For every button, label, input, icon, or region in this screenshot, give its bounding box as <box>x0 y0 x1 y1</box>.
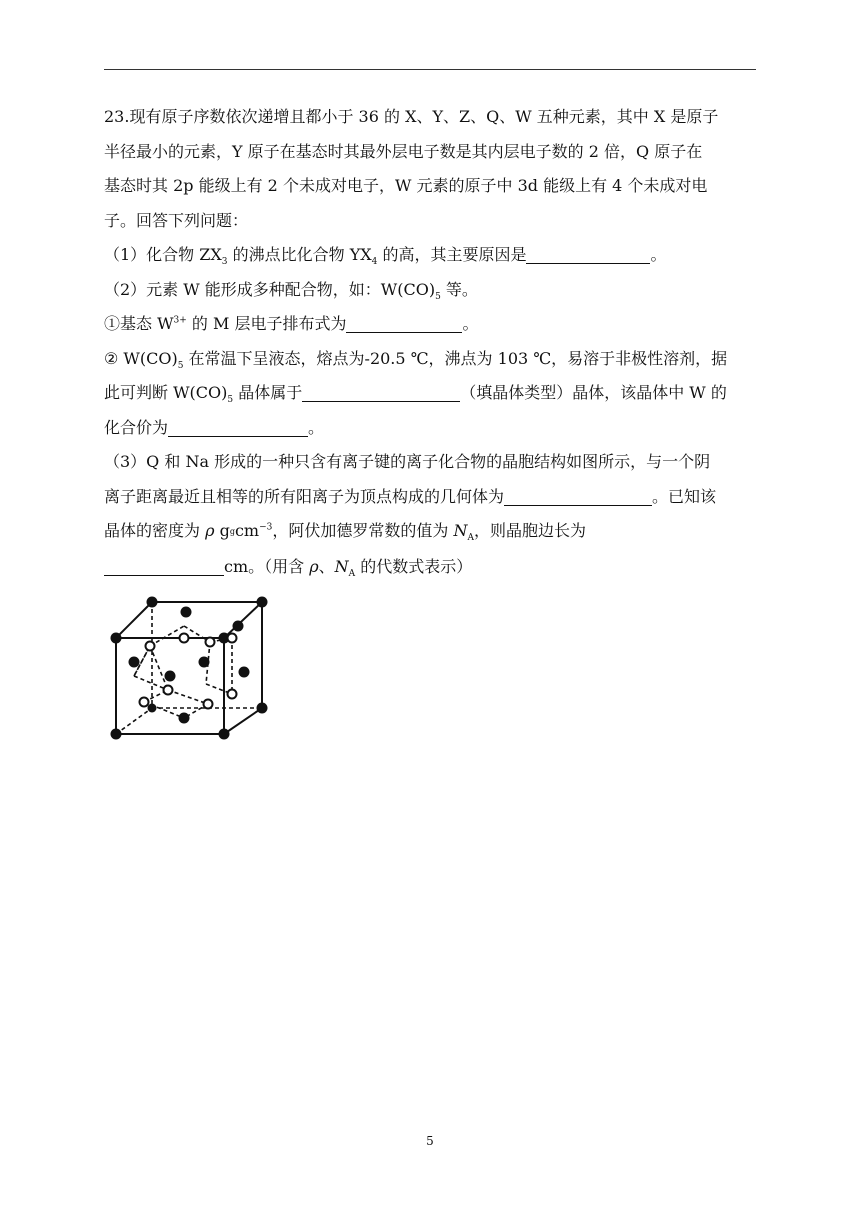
atom-filled <box>147 597 158 608</box>
part-2-2-line-1: ② $W(CO)_5$ 在常温下呈液态，熔点为-20.5 ℃，沸点为 103 ℃，易溶于非极性溶剂，据 <box>104 348 728 371</box>
answer-blank-2[interactable] <box>346 314 462 333</box>
atom-filled <box>219 729 230 740</box>
part-3-line-4: cm。（用含 ρ、$N_A$ 的代数式表示） <box>104 550 760 585</box>
atom-open <box>228 634 237 643</box>
part-2-2-line-3: 化合价为 。 <box>104 417 325 437</box>
bond-line-8 <box>134 676 168 690</box>
cell-hidden-edge-3 <box>116 708 152 734</box>
atom-filled <box>148 704 157 713</box>
part-3-line-1: （3）Q 和 Na 形成的一种只含有离子键的离子化合物的晶胞结构如图所示，与一个阴 <box>104 452 711 471</box>
page-number: 5 <box>426 1134 434 1148</box>
atom-filled <box>111 729 122 740</box>
part-2-1: ①基态 $W^{3+}$ 的 M 层电子排布式为 。 <box>104 314 479 333</box>
part-3-line-2: 离子距离最近且相等的所有阳离子为顶点构成的几何体为 。已知该 <box>104 486 717 506</box>
intro-line-2: 半径最小的元素，Y 原子在基态时其最外层电子数是其内层电子数的 2 倍，Q 原子在 <box>104 141 703 161</box>
part-2: （2）元素 W 能形成多种配合物，如：$W(CO)_5$ 等。 <box>104 279 478 302</box>
intro-line-1: 23.现有原子序数依次递增且都小于 36 的 X、Y、Z、Q、W 五种元素，其中 X 是原子 <box>104 107 719 126</box>
part-1: （1）化合物 $ZX_3$ 的沸点比化合物 $YX_4$ 的高，其主要原因是 。 <box>104 245 667 268</box>
atom-filled <box>111 633 122 644</box>
question-23 <box>104 100 760 584</box>
answer-blank-3[interactable] <box>302 383 460 402</box>
bond-line-6 <box>168 690 208 704</box>
atom-filled <box>165 671 176 682</box>
atom-open <box>146 642 155 651</box>
atom-open <box>180 634 189 643</box>
cell-edge-tl <box>116 602 152 638</box>
atom-open <box>228 690 237 699</box>
atom-filled <box>233 621 244 632</box>
answer-blank-1[interactable] <box>526 245 650 264</box>
answer-blank-4[interactable] <box>168 418 308 437</box>
atom-open <box>164 686 173 695</box>
cell-edge-tr <box>224 602 262 638</box>
intro-line-4: 子。回答下列问题： <box>104 210 249 230</box>
atom-filled <box>179 713 190 724</box>
crystal-cell-figure <box>104 590 274 745</box>
atom-filled <box>129 657 140 668</box>
atom-filled <box>257 597 268 608</box>
cell-edge-br <box>224 708 262 734</box>
intro-line-3: 基态时其 2p 能级上有 2 个未成对电子，W 元素的原子中 3d 能级上有 4 个未成对电 <box>104 176 708 195</box>
atom-filled <box>239 667 250 678</box>
atom-filled <box>257 703 268 714</box>
unit-cell-diagram <box>104 590 274 745</box>
atom-open <box>206 638 215 647</box>
answer-blank-6[interactable] <box>104 557 224 576</box>
atom-open <box>204 700 213 709</box>
atom-open <box>140 698 149 707</box>
part-3-line-3: 晶体的密度为 ρ ggcm$^{-3}$，阿伏加德罗常数的值为 $N_A$，则晶胞边长为 <box>104 521 586 544</box>
answer-blank-5[interactable] <box>504 487 652 506</box>
header-rule <box>104 69 756 70</box>
atom-filled <box>181 607 192 618</box>
atom-filled <box>199 657 210 668</box>
part-2-2-line-2: 此可判断 $W(CO)_5$ 晶体属于 （填晶体类型）晶体，该晶体中 W 的 <box>104 383 727 406</box>
